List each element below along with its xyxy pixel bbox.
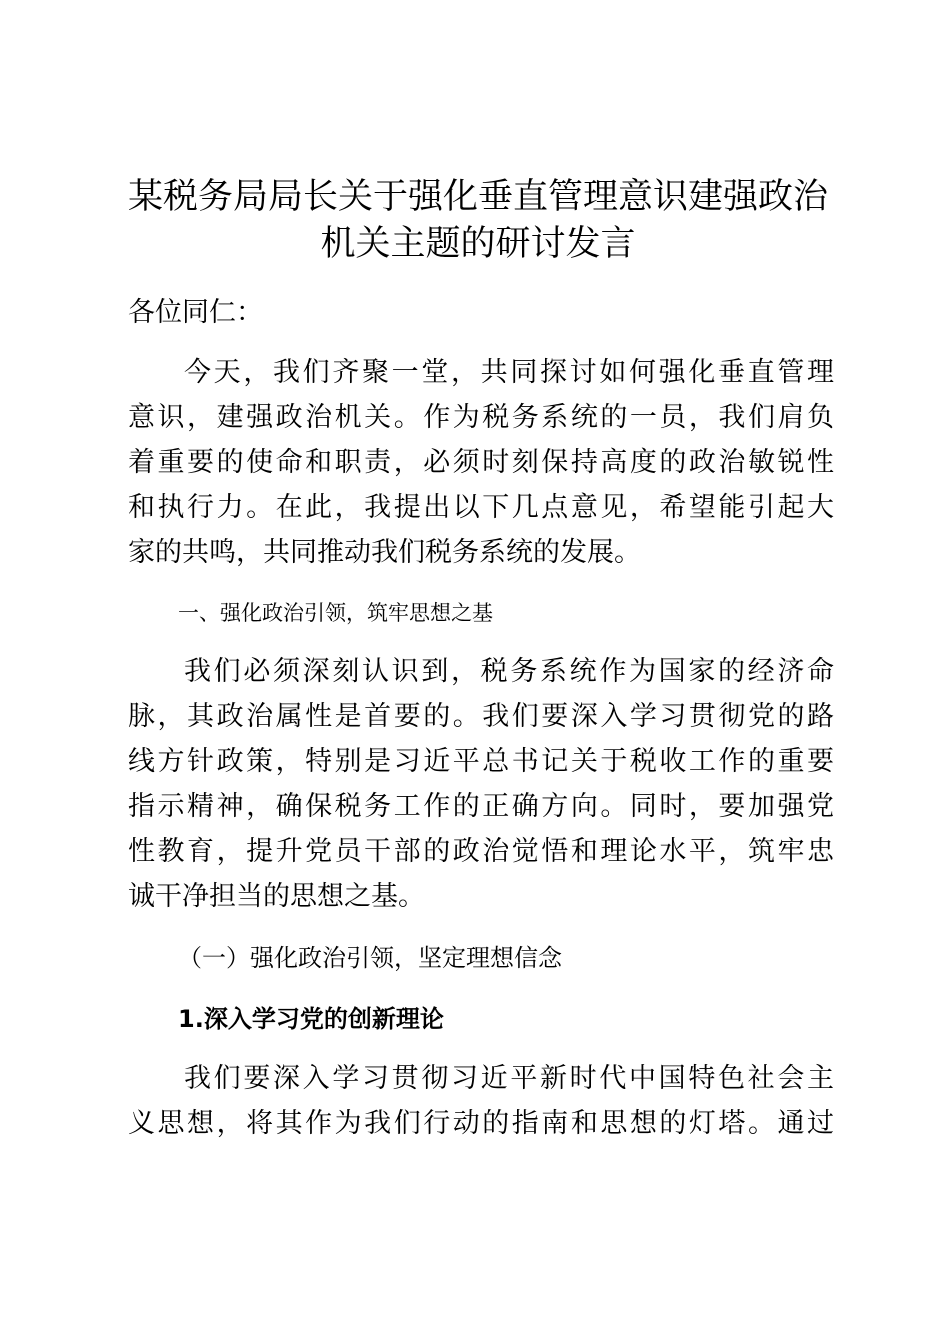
intro-paragraph (128, 350, 834, 575)
paragraph-line: 指示精神，确保税务工作的正确方向。同时，要加强党 (128, 791, 834, 822)
subsection-heading-1: （一）强化政治引领，坚定理想信念 (178, 944, 562, 972)
paragraph-line: 性教育，提升党员干部的政治觉悟和理论水平，筑牢忠 (128, 836, 834, 867)
paragraph-line: 诚干净担当的思想之基。 (128, 881, 425, 912)
title-line-1: 某税务局局长关于强化垂直管理意识建强政治 (127, 177, 828, 217)
paragraph-line: 脉，其政治属性是首要的。我们要深入学习贯彻党的路 (128, 701, 834, 732)
section-heading-1: 一、强化政治引领，筑牢思想之基 (178, 601, 493, 625)
paragraph-line: 今天，我们齐聚一堂，共同探讨如何强化垂直管理 (184, 357, 834, 388)
paragraph-line: 家的共鸣，共同推动我们税务系统的发展。 (128, 537, 641, 568)
section1-paragraph (128, 649, 834, 919)
paragraph-line: 和执行力。在此，我提出以下几点意见，希望能引起大 (128, 492, 834, 523)
salutation: 各位同仁： (128, 297, 263, 328)
paragraph-line: 线方针政策，特别是习近平总书记关于税收工作的重要 (128, 746, 834, 777)
title-line-2: 机关主题的研讨发言 (320, 224, 636, 264)
document-title (118, 174, 838, 268)
paragraph-line: 意识，建强政治机关。作为税务系统的一员，我们肩负 (128, 402, 834, 433)
paragraph-line: 我们要深入学习贯彻习近平新时代中国特色社会主 (184, 1063, 834, 1094)
paragraph-line: 我们必须深刻认识到，税务系统作为国家的经济命 (184, 656, 834, 687)
paragraph-line: 着重要的使命和职责，必须时刻保持高度的政治敏锐性 (128, 447, 834, 478)
item-heading-1: 1.深入学习党的创新理论 (178, 1005, 444, 1033)
paragraph-line: 义思想，将其作为我们行动的指南和思想的灯塔。通过 (128, 1108, 834, 1139)
item1-paragraph (128, 1056, 834, 1146)
